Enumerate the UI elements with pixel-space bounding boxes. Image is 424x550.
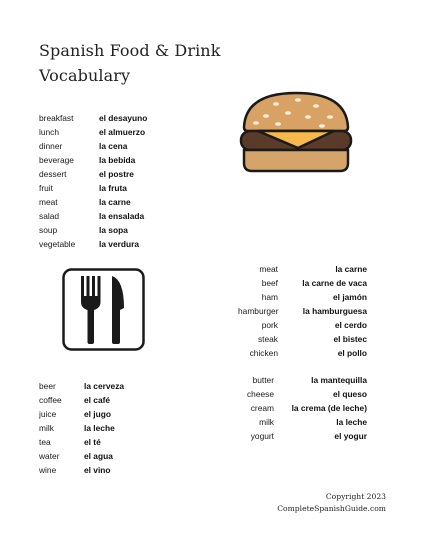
fork-and-knife-icon bbox=[62, 268, 145, 351]
list-item bbox=[238, 304, 367, 318]
english-word: ham bbox=[261, 292, 278, 302]
list-item bbox=[39, 181, 147, 195]
spanish-word: el jugo bbox=[84, 409, 111, 419]
english-word: meat bbox=[39, 197, 58, 207]
title-line-1: Spanish Food & Drink bbox=[39, 41, 221, 60]
list-item bbox=[238, 373, 367, 387]
english-word: beef bbox=[261, 278, 278, 288]
drinks-vocab-list bbox=[39, 379, 124, 477]
english-word: cream bbox=[250, 403, 274, 413]
list-item bbox=[39, 153, 147, 167]
spanish-word: el agua bbox=[84, 451, 113, 461]
list-item bbox=[39, 379, 124, 393]
spanish-word: el cerdo bbox=[334, 320, 367, 330]
english-word: cheese bbox=[246, 389, 274, 399]
spanish-word: la crema (de leche) bbox=[291, 403, 367, 413]
spanish-word: el yogur bbox=[334, 431, 367, 441]
list-item bbox=[238, 332, 367, 346]
english-word: pork bbox=[261, 320, 278, 330]
english-word: chicken bbox=[249, 348, 278, 358]
spanish-word: la cerveza bbox=[84, 381, 125, 391]
list-item bbox=[39, 407, 124, 421]
english-word: coffee bbox=[39, 395, 62, 405]
icon-frame bbox=[64, 270, 144, 350]
spanish-word: la cena bbox=[99, 141, 128, 151]
spanish-word: el bistec bbox=[333, 334, 367, 344]
spanish-word: el vino bbox=[84, 465, 111, 475]
english-word: juice bbox=[39, 409, 57, 419]
spanish-word: el té bbox=[84, 437, 101, 447]
copyright-text: Copyright 2023 bbox=[325, 492, 386, 501]
spanish-word: la carne bbox=[99, 197, 131, 207]
spanish-word: la hamburguesa bbox=[302, 306, 367, 316]
list-item bbox=[39, 195, 147, 209]
list-item bbox=[238, 346, 367, 360]
list-item bbox=[39, 421, 124, 435]
spanish-word: la sopa bbox=[99, 225, 128, 235]
spanish-word: el jamón bbox=[333, 292, 367, 302]
bottom-bun bbox=[244, 150, 348, 171]
spanish-word: el almuerzo bbox=[99, 127, 146, 137]
list-item bbox=[39, 111, 147, 125]
english-word: yogurt bbox=[250, 431, 274, 441]
spanish-word: la carne bbox=[335, 264, 367, 274]
list-item bbox=[238, 318, 367, 332]
list-item bbox=[39, 223, 147, 237]
list-item bbox=[39, 463, 124, 477]
list-item bbox=[39, 393, 124, 407]
english-word: dinner bbox=[39, 141, 63, 151]
list-item bbox=[238, 415, 367, 429]
english-word: soup bbox=[39, 225, 58, 235]
english-word: meat bbox=[259, 264, 278, 274]
spanish-word: el desayuno bbox=[99, 113, 148, 123]
english-word: beverage bbox=[39, 155, 74, 165]
english-word: steak bbox=[257, 334, 278, 344]
list-item bbox=[39, 167, 147, 181]
list-item bbox=[238, 290, 367, 304]
spanish-word: la leche bbox=[336, 417, 367, 427]
spanish-word: el postre bbox=[99, 169, 134, 179]
spanish-word: el pollo bbox=[337, 348, 367, 358]
footer bbox=[277, 491, 386, 515]
list-item bbox=[39, 435, 124, 449]
english-word: beer bbox=[39, 381, 56, 391]
list-item bbox=[238, 387, 367, 401]
spanish-word: la leche bbox=[84, 423, 115, 433]
list-item bbox=[39, 125, 147, 139]
site-link[interactable]: CompleteSpanishGuide.com bbox=[277, 504, 386, 513]
spanish-word: el queso bbox=[333, 389, 367, 399]
spanish-word: la carne de vaca bbox=[302, 278, 367, 288]
english-word: dessert bbox=[39, 169, 67, 179]
english-word: breakfast bbox=[39, 113, 74, 123]
list-item bbox=[238, 276, 367, 290]
spanish-word: la bebida bbox=[99, 155, 136, 165]
spanish-word: la verdura bbox=[99, 239, 140, 249]
spanish-word: la fruta bbox=[99, 183, 127, 193]
title-line-2: Vocabulary bbox=[39, 66, 131, 85]
spanish-word: la mantequilla bbox=[311, 375, 367, 385]
list-item bbox=[39, 139, 147, 153]
spanish-word: la ensalada bbox=[99, 211, 145, 221]
english-word: lunch bbox=[39, 127, 60, 137]
list-item bbox=[39, 449, 124, 463]
list-item bbox=[238, 429, 367, 443]
english-word: wine bbox=[39, 465, 57, 475]
english-word: milk bbox=[259, 417, 274, 427]
food-vocab-list bbox=[39, 111, 147, 251]
list-item bbox=[238, 262, 367, 276]
list-item bbox=[39, 237, 147, 251]
hamburger-icon bbox=[236, 90, 356, 178]
english-word: hamburger bbox=[238, 306, 279, 316]
english-word: vegetable bbox=[39, 239, 76, 249]
english-word: tea bbox=[39, 437, 51, 447]
meat-vocab-list bbox=[238, 262, 367, 360]
page-title bbox=[39, 38, 221, 88]
list-item bbox=[238, 401, 367, 415]
english-word: salad bbox=[39, 211, 60, 221]
spanish-word: el café bbox=[84, 395, 111, 405]
list-item bbox=[39, 209, 147, 223]
dairy-vocab-list bbox=[238, 373, 367, 443]
english-word: water bbox=[39, 451, 60, 461]
english-word: fruit bbox=[39, 183, 53, 193]
english-word: milk bbox=[39, 423, 54, 433]
english-word: butter bbox=[252, 375, 274, 385]
